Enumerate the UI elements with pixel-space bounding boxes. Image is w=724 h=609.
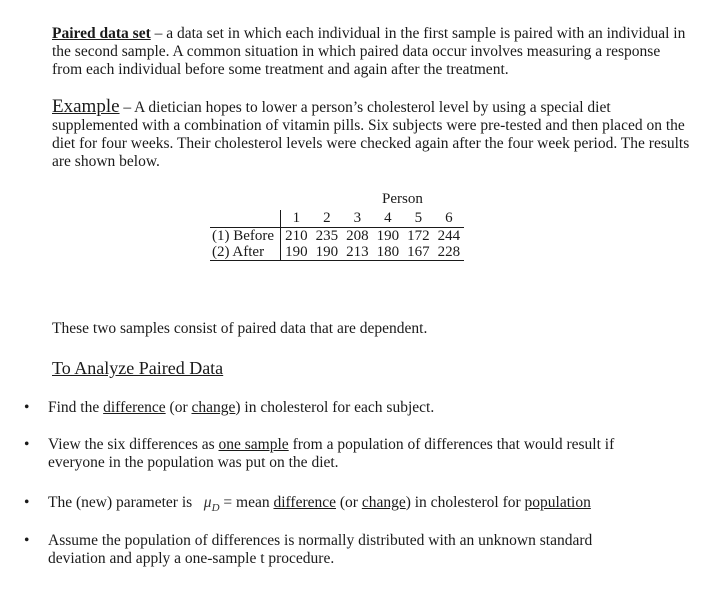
b3-mid2: ) in cholesterol for bbox=[405, 494, 525, 511]
person-header-1: 1 bbox=[281, 210, 312, 228]
cell-after-4: 180 bbox=[373, 244, 404, 261]
bullet-one-sample bbox=[24, 436, 638, 472]
table-row-before bbox=[210, 228, 464, 245]
cell-after-5: 167 bbox=[403, 244, 434, 261]
b1-pre: Find the bbox=[48, 399, 104, 416]
cell-before-2: 235 bbox=[315, 228, 339, 244]
table-header-row bbox=[210, 210, 464, 228]
person-header-2: 2 bbox=[312, 210, 343, 228]
cell-after-6: 228 bbox=[434, 244, 465, 261]
b3-underline-population: population bbox=[524, 494, 591, 511]
cholesterol-table bbox=[210, 210, 464, 261]
b1-post: ) in cholesterol for each subject. bbox=[235, 399, 435, 416]
cell-after-1: 190 bbox=[281, 244, 312, 261]
bullet-parameter bbox=[24, 494, 638, 517]
cell-before-3: 208 bbox=[346, 228, 369, 244]
b1-mid: (or bbox=[165, 399, 192, 416]
b3-mid: (or bbox=[336, 494, 362, 511]
b4-text: Assume the population of differences is normally distributed with an unknown standard deviation and apply a one-sample t procedure. bbox=[48, 532, 593, 567]
definition-text: – a data set in which each individual in the first sample is paired with an individual in the second sample. A common situation in which paired data occur involves measuring a response from each individual before some treatment and again after the treatment. bbox=[52, 25, 686, 78]
table-group-label: Person bbox=[382, 191, 423, 207]
dependent-samples-note: These two samples consist of paired data that are dependent. bbox=[52, 320, 428, 337]
term-paired-data-set: Paired data set bbox=[52, 25, 151, 42]
table-row-after bbox=[210, 244, 464, 261]
example-label: Example bbox=[52, 96, 120, 117]
b1-underline-difference: difference bbox=[103, 399, 166, 416]
bullet-dot-icon: • bbox=[24, 532, 30, 549]
b1-underline-change: change bbox=[191, 399, 236, 416]
person-header-4: 4 bbox=[373, 210, 404, 228]
person-header-6: 6 bbox=[434, 210, 465, 228]
header-blank-cell bbox=[210, 210, 281, 228]
example-text: – A dietician hopes to lower a person’s cholesterol level by using a special diet supplemented with a combination of vitamin pills. Six subjects were pre-tested and then placed on the diet for four weeks. Their cholesterol levels were checked again after the four week period. The results are shown below. bbox=[52, 99, 690, 170]
row-label-after: (2) After bbox=[210, 244, 281, 261]
b2-post: from a population of differences that would result if everyone in the population was put on the diet. bbox=[48, 436, 615, 471]
row-label-before: (1) Before bbox=[210, 228, 281, 245]
b3-underline-change: change bbox=[361, 494, 406, 511]
bullet-find-difference bbox=[24, 399, 638, 417]
cell-before-5: 172 bbox=[407, 228, 430, 244]
paired-data-definition bbox=[52, 25, 692, 79]
cell-before-6: 244 bbox=[437, 228, 461, 244]
b2-pre: View the six differences as bbox=[48, 436, 219, 453]
example-paragraph bbox=[52, 98, 692, 171]
bullet-dot-icon: • bbox=[24, 436, 30, 453]
b3-pre: The (new) parameter is bbox=[48, 494, 204, 511]
b3-underline-difference: difference bbox=[273, 494, 336, 511]
mu-d-symbol: $\mu_D$ bbox=[203, 494, 220, 515]
bullet-dot-icon: • bbox=[24, 494, 30, 511]
b2-underline-one-sample: one sample bbox=[218, 436, 289, 453]
cell-before-4: 190 bbox=[376, 228, 400, 244]
cell-after-2: 190 bbox=[312, 244, 343, 261]
person-header-5: 5 bbox=[403, 210, 434, 228]
cell-before-1: 210 bbox=[285, 228, 308, 244]
bullet-assume-normal bbox=[24, 532, 638, 568]
section-title: To Analyze Paired Data bbox=[52, 358, 224, 378]
b3-eq: = mean bbox=[219, 494, 274, 511]
person-header-3: 3 bbox=[342, 210, 373, 228]
cell-after-3: 213 bbox=[342, 244, 373, 261]
bullet-dot-icon: • bbox=[24, 399, 30, 416]
